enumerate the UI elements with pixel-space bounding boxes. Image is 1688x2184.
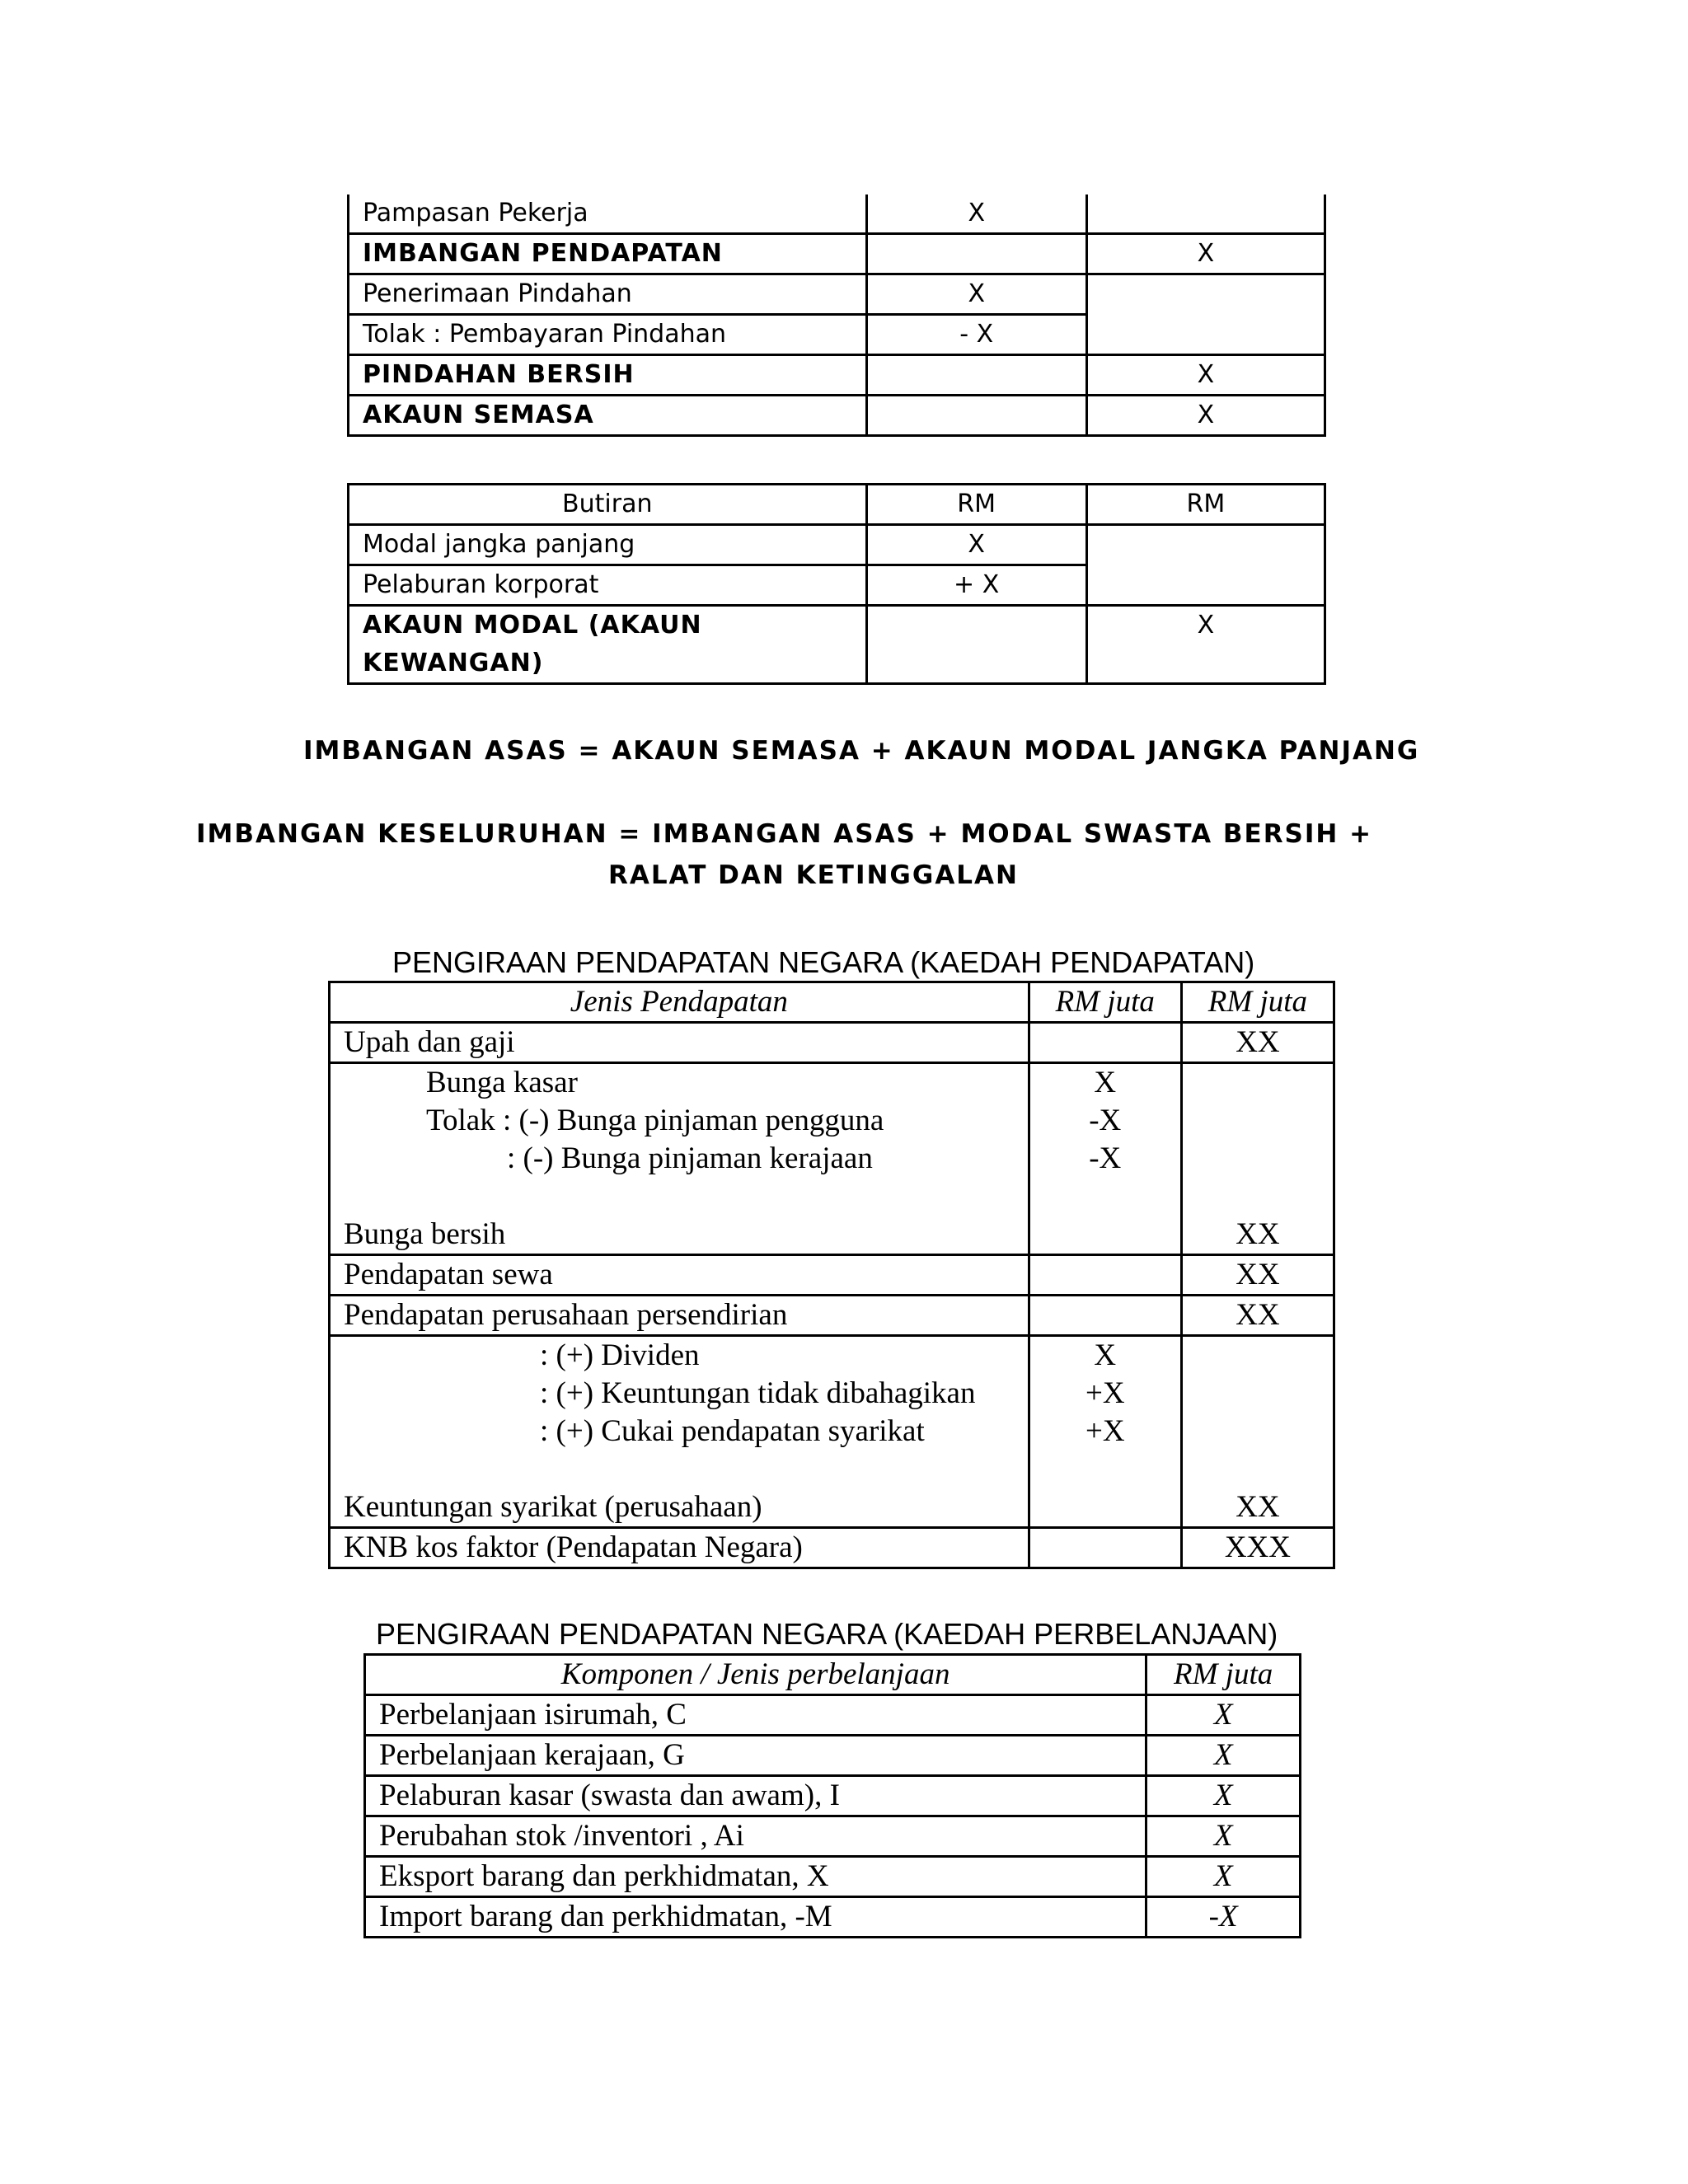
spacer xyxy=(1196,1375,1320,1413)
row-item: PINDAHAN BERSIH xyxy=(349,355,867,396)
row-rm1 xyxy=(866,234,1086,274)
row-rm1: - X xyxy=(866,315,1086,355)
row-item: Pelaburan korporat xyxy=(349,565,867,606)
column-header: RM xyxy=(1086,485,1325,525)
overall-balance-formula: IMBANGAN KESELURUHAN = IMBANGAN ASAS + MODAL SWASTA BERSIH + xyxy=(196,819,1373,849)
expenditure-method-caption: PENGIRAAN PENDAPATAN NEGARA (KAEDAH PERBELANJAAN) xyxy=(376,1617,1278,1651)
row-value: X xyxy=(1146,1695,1301,1736)
spacer xyxy=(344,1178,1015,1216)
item-line: Bunga kasar xyxy=(426,1066,578,1099)
column-header: Butiran xyxy=(349,485,867,525)
row-value xyxy=(1029,1528,1181,1568)
spacer xyxy=(344,1451,1015,1488)
row-rm2: X xyxy=(1086,234,1325,274)
table-row xyxy=(330,1063,1334,1255)
row-rm2: X xyxy=(1086,606,1325,684)
table-row xyxy=(349,355,1325,396)
table-row xyxy=(349,606,1325,684)
row-item-line: AKAUN MODAL (AKAUN xyxy=(363,611,702,640)
table-row xyxy=(349,525,1325,565)
income-method-caption: PENGIRAAN PENDAPATAN NEGARA (KAEDAH PENDAPATAN) xyxy=(392,945,1255,979)
row-item xyxy=(349,606,867,684)
column-header: RM juta xyxy=(1181,982,1334,1023)
table-row xyxy=(330,1023,1334,1063)
row-rm2 xyxy=(1086,194,1325,234)
table-row xyxy=(365,1776,1301,1816)
table-row xyxy=(365,1816,1301,1857)
row-value xyxy=(1029,1336,1181,1528)
item-line: : (-) Bunga pinjaman kerajaan xyxy=(507,1141,873,1175)
row-item-line: KEWANGAN) xyxy=(363,649,544,677)
column-header: RM juta xyxy=(1146,1655,1301,1695)
row-value: X xyxy=(1146,1857,1301,1897)
column-header: Komponen / Jenis perbelanjaan xyxy=(365,1655,1146,1695)
current-account-table xyxy=(347,194,1326,437)
row-value xyxy=(1029,1063,1181,1255)
row-total: XX xyxy=(1181,1023,1334,1063)
table-row xyxy=(349,396,1325,436)
spacer xyxy=(1196,1102,1320,1140)
row-item xyxy=(330,1336,1029,1528)
row-total: XX xyxy=(1181,1296,1334,1336)
row-item: Pelaburan kasar (swasta dan awam), I xyxy=(365,1776,1146,1816)
row-total xyxy=(1181,1336,1334,1528)
row-item: Import barang dan perkhidmatan, -M xyxy=(365,1897,1146,1938)
row-value xyxy=(1029,1023,1181,1063)
row-item: Perbelanjaan kerajaan, G xyxy=(365,1736,1146,1776)
table-row xyxy=(349,194,1325,234)
table-row xyxy=(365,1857,1301,1897)
table-row xyxy=(365,1897,1301,1938)
row-rm1 xyxy=(866,606,1086,684)
value-line: +X xyxy=(1085,1414,1125,1448)
spacer xyxy=(1196,1178,1320,1216)
basic-balance-formula: IMBANGAN ASAS = AKAUN SEMASA + AKAUN MODAL JANGKA PANJANG xyxy=(303,736,1420,766)
capital-account-table xyxy=(347,483,1326,685)
table-row xyxy=(365,1695,1301,1736)
row-item: IMBANGAN PENDAPATAN xyxy=(349,234,867,274)
table-header-row xyxy=(349,485,1325,525)
row-rm1: X xyxy=(866,525,1086,565)
table-header-row xyxy=(330,982,1334,1023)
row-rm2: X xyxy=(1086,355,1325,396)
row-item: Eksport barang dan perkhidmatan, X xyxy=(365,1857,1146,1897)
value-line: X xyxy=(1094,1338,1117,1372)
value-line: X xyxy=(1094,1066,1117,1099)
row-rm1 xyxy=(866,355,1086,396)
table-row xyxy=(330,1528,1334,1568)
item-line: : (+) Keuntungan tidak dibahagikan xyxy=(540,1376,976,1410)
item-line: Keuntungan syarikat (perusahaan) xyxy=(344,1490,762,1524)
overall-balance-formula-cont: RALAT DAN KETINGGALAN xyxy=(608,860,1019,890)
column-header: Jenis Pendapatan xyxy=(330,982,1029,1023)
item-line: : (+) Dividen xyxy=(540,1338,700,1372)
row-rm2 xyxy=(1086,274,1325,355)
value-line: +X xyxy=(1085,1376,1125,1410)
row-value: -X xyxy=(1146,1897,1301,1938)
item-line: Bunga bersih xyxy=(344,1217,506,1251)
row-total: XX xyxy=(1181,1255,1334,1296)
table-row xyxy=(365,1736,1301,1776)
value-line: XX xyxy=(1236,1490,1280,1524)
spacer xyxy=(1196,1451,1320,1488)
column-header: RM xyxy=(866,485,1086,525)
row-item: Pendapatan perusahaan persendirian xyxy=(330,1296,1029,1336)
row-value xyxy=(1029,1255,1181,1296)
row-item: Tolak : Pembayaran Pindahan xyxy=(349,315,867,355)
row-item: Pendapatan sewa xyxy=(330,1255,1029,1296)
row-item: Pampasan Pekerja xyxy=(349,194,867,234)
item-line: : (+) Cukai pendapatan syarikat xyxy=(540,1414,925,1448)
value-line: XX xyxy=(1236,1217,1280,1251)
row-item: AKAUN SEMASA xyxy=(349,396,867,436)
expenditure-method-table xyxy=(363,1653,1301,1938)
item-line: Tolak : (-) Bunga pinjaman pengguna xyxy=(426,1104,884,1137)
row-rm2: X xyxy=(1086,396,1325,436)
table-row xyxy=(330,1336,1334,1528)
row-value: X xyxy=(1146,1736,1301,1776)
table-row xyxy=(330,1255,1334,1296)
row-item: Perubahan stok /inventori , Ai xyxy=(365,1816,1146,1857)
row-total xyxy=(1181,1063,1334,1255)
row-value xyxy=(1029,1296,1181,1336)
spacer xyxy=(1196,1413,1320,1451)
income-method-table xyxy=(328,981,1335,1569)
table-row xyxy=(330,1296,1334,1336)
row-item xyxy=(330,1063,1029,1255)
row-value: X xyxy=(1146,1776,1301,1816)
row-value: X xyxy=(1146,1816,1301,1857)
row-rm1: X xyxy=(866,274,1086,315)
row-item: Modal jangka panjang xyxy=(349,525,867,565)
row-item: Upah dan gaji xyxy=(330,1023,1029,1063)
row-total: XXX xyxy=(1181,1528,1334,1568)
table-row xyxy=(349,234,1325,274)
spacer xyxy=(1196,1064,1320,1102)
value-line: -X xyxy=(1089,1141,1122,1175)
row-item: Perbelanjaan isirumah, C xyxy=(365,1695,1146,1736)
column-header: RM juta xyxy=(1029,982,1181,1023)
spacer xyxy=(1196,1337,1320,1375)
row-rm1: X xyxy=(866,194,1086,234)
row-rm2 xyxy=(1086,525,1325,606)
spacer xyxy=(1196,1140,1320,1178)
row-rm1: + X xyxy=(866,565,1086,606)
value-line: -X xyxy=(1089,1104,1122,1137)
row-item: KNB kos faktor (Pendapatan Negara) xyxy=(330,1528,1029,1568)
row-item: Penerimaan Pindahan xyxy=(349,274,867,315)
table-row xyxy=(349,274,1325,315)
table-header-row xyxy=(365,1655,1301,1695)
row-rm1 xyxy=(866,396,1086,436)
